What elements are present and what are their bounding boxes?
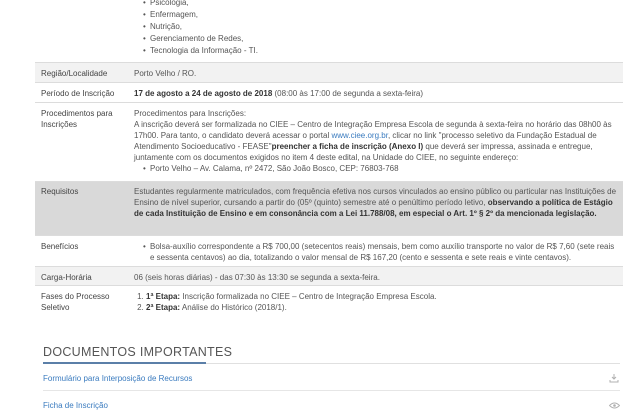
procedimentos-text1: A inscrição deverá ser formalizada no CIEE – Centro de Integração Empresa Escola de segunda à sexta-feira no horário das 08h00 às 17h00. Para tanto, o candidato deverá acessar o portal bbox=[134, 120, 612, 140]
procedimentos-row bbox=[35, 103, 623, 182]
fases-list bbox=[134, 291, 617, 313]
document-link-ficha[interactable]: Ficha de Inscrição bbox=[43, 400, 108, 410]
list-item bbox=[146, 291, 617, 302]
periodo-row bbox=[35, 83, 623, 103]
periodo-value bbox=[132, 83, 623, 102]
documents-divider-accent bbox=[43, 362, 206, 364]
procedimentos-text2: , clicar no link "processo seletivo da Fundação Estadual de Atendimento Socioeducativo - FEASE" bbox=[134, 131, 597, 151]
regiao-row bbox=[35, 63, 623, 83]
periodo-dates: 17 de agosto a 24 de agosto de 2018 bbox=[134, 89, 273, 98]
requisitos-bold: observando a política de Estágio de cada Instituição de Ensino e em consonância com a Lei 11.788/08, em especial o Art. 1º § 2º da mencionada legislação. bbox=[134, 198, 613, 218]
regiao-value: Porto Velho / RO. bbox=[134, 69, 197, 78]
requisitos-row bbox=[35, 182, 623, 236]
procedimentos-label-line1: Procedimentos para bbox=[41, 109, 113, 118]
documents-title: DOCUMENTOS IMPORTANTES bbox=[43, 345, 233, 359]
address-list bbox=[134, 163, 617, 175]
periodo-hours: (08:00 às 17:00 de segunda a sexta-feira) bbox=[272, 89, 424, 98]
requisitos-label: Requisitos bbox=[41, 187, 79, 196]
procedimentos-value bbox=[132, 103, 623, 181]
beneficios-value bbox=[132, 236, 623, 266]
fases-label-line1: Fases do Processo bbox=[41, 292, 110, 301]
courses-label bbox=[35, 0, 132, 62]
requisitos-value bbox=[132, 182, 623, 235]
procedimentos-text bbox=[134, 119, 617, 163]
list-item: • Nutrição, bbox=[150, 21, 617, 33]
download-icon[interactable] bbox=[608, 374, 620, 384]
fase-2-text: Análise do Histórico (2018/1). bbox=[180, 303, 287, 312]
document-link-recursos[interactable]: Formulário para Interposição de Recursos bbox=[43, 374, 193, 383]
list-item: • Tecnologia da Informação - TI. bbox=[150, 45, 617, 57]
list-item: • Enfermagem, bbox=[150, 9, 617, 21]
carga-value: 06 (seis horas diárias) - das 07:30 às 13:30 se segunda a sexta-feira. bbox=[134, 273, 380, 282]
periodo-label: Período de Inscrição bbox=[41, 89, 115, 98]
beneficios-item: • Bolsa-auxílio correspondente a R$ 700,00 (setecentos reais) mensais, bem como auxílio transporte no valor de R$ 7,60 (sete reais e sessenta centavos) ao dia, totalizando o valor mensal de R$ 167,20 (cento e sessenta e sete reais e vinte centavos). bbox=[150, 241, 617, 263]
carga-row bbox=[35, 267, 623, 286]
info-table bbox=[35, 0, 623, 320]
beneficios-list bbox=[134, 241, 617, 263]
list-item bbox=[146, 302, 617, 313]
fase-1-title: 1ª Etapa: bbox=[146, 292, 181, 301]
fases-row bbox=[35, 286, 623, 320]
view-icon[interactable] bbox=[608, 400, 620, 410]
address-item: • Porto Velho – Av. Calama, nº 2472, São João Bosco, CEP: 76803-768 bbox=[150, 163, 617, 175]
procedimentos-bold: preencher a ficha de inscrição (Anexo I) bbox=[271, 142, 424, 151]
beneficios-row bbox=[35, 236, 623, 267]
fases-label-line2: Seletivo bbox=[41, 303, 70, 312]
fase-2-title: 2ª Etapa: bbox=[146, 303, 181, 312]
procedimentos-label-line2: Inscrições bbox=[41, 120, 78, 129]
courses-list bbox=[134, 0, 617, 57]
procedimentos-text3: que deverá ser impressa, assinada e entregue, juntamente com os documentos exigidos no item 4 deste edital, na Unidade do CIEE, no seguinte endereço: bbox=[134, 142, 593, 162]
courses-row bbox=[35, 0, 623, 63]
carga-label: Carga-Horária bbox=[41, 273, 92, 282]
fases-label bbox=[35, 286, 132, 320]
document-item-ficha[interactable] bbox=[43, 393, 620, 417]
fase-1-text: Inscrição formalizada no CIEE – Centro de Integração Empresa Escola. bbox=[180, 292, 437, 301]
fases-value bbox=[132, 286, 623, 320]
courses-value bbox=[132, 0, 623, 62]
requisitos-text: Estudantes regularmente matriculados, com frequência efetiva nos cursos vinculados ao ensino público ou particular nas Instituições de Ensino de nível superior, cursando a partir do (05º (quinto) semestre até o penúltimo período letivo, bbox=[134, 187, 617, 207]
procedimentos-label bbox=[35, 103, 132, 181]
procedimentos-intro: Procedimentos para Inscrições: bbox=[134, 109, 247, 118]
document-item-recursos[interactable] bbox=[43, 367, 620, 391]
regiao-label: Região/Localidade bbox=[41, 69, 108, 78]
ciee-link[interactable]: www.ciee.org.br bbox=[331, 131, 388, 140]
beneficios-label: Benefícios bbox=[41, 242, 79, 251]
list-item: • Gerenciamento de Redes, bbox=[150, 33, 617, 45]
list-item: • Psicologia, bbox=[150, 0, 617, 9]
